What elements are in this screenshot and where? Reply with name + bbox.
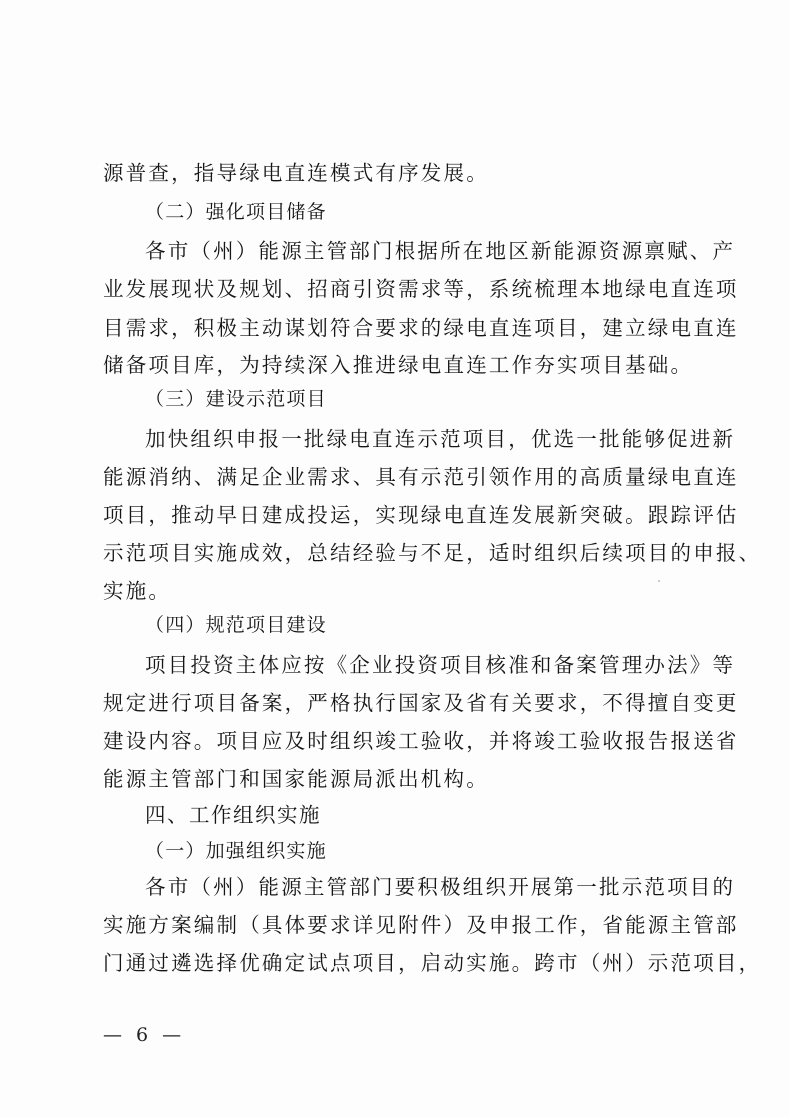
paragraph-line: 加快组织申报一批绿电直连示范项目，优选一批能够促进新 (145, 427, 736, 451)
paragraph-line: 项目投资主体应按《企业投资项目核准和备案管理办法》等 (145, 653, 736, 677)
paragraph-line: 实施。 (103, 579, 172, 603)
section-heading: （二）强化项目储备 (145, 201, 327, 223)
paragraph-line: 源普查，指导绿电直连模式有序发展。 (103, 161, 489, 185)
paragraph-line: 能源主管部门和国家能源局派出机构。 (103, 767, 489, 791)
section-heading: （四）规范项目建设 (145, 614, 327, 636)
paragraph-line: 规定进行项目备案，严格执行国家及省有关要求，不得擅自变更 (103, 691, 739, 715)
paragraph-line: 储备项目库，为持续深入推进绿电直连工作夯实项目基础。 (103, 353, 694, 377)
paragraph-line: 实施方案编制（具体要求详见附件）及申报工作，省能源主管部 (103, 913, 739, 937)
page-number: — 6 — (103, 1024, 186, 1046)
section-heading: （三）建设示范项目 (145, 388, 327, 410)
paragraph-line: 各市（州）能源主管部门根据所在地区新能源资源禀赋、产 (145, 239, 736, 263)
scan-speck (658, 580, 660, 582)
paragraph-line: 项目，推动早日建成投运，实现绿电直连发展新突破。跟踪评估 (103, 503, 739, 527)
paragraph-line: 业发展现状及规划、招商引资需求等，系统梳理本地绿电直连项 (103, 277, 739, 301)
paragraph-line: 建设内容。项目应及时组织竣工验收，并将竣工验收报告报送省 (103, 729, 739, 753)
paragraph-line: 各市（州）能源主管部门要积极组织开展第一批示范项目的 (145, 875, 736, 899)
paragraph-line: 示范项目实施成效，总结经验与不足，适时组织后续项目的申报、 (103, 541, 762, 565)
paragraph-line: 目需求，积极主动谋划符合要求的绿电直连项目，建立绿电直连 (103, 316, 739, 340)
paragraph-line: 能源消纳、满足企业需求、具有示范引领作用的高质量绿电直连 (103, 465, 739, 489)
section-heading: （一）加强组织实施 (145, 840, 327, 862)
paragraph-line: 门通过遴选择优确定试点项目，启动实施。跨市（州）示范项目， (103, 951, 762, 975)
chapter-heading: 四、工作组织实施 (145, 803, 321, 827)
